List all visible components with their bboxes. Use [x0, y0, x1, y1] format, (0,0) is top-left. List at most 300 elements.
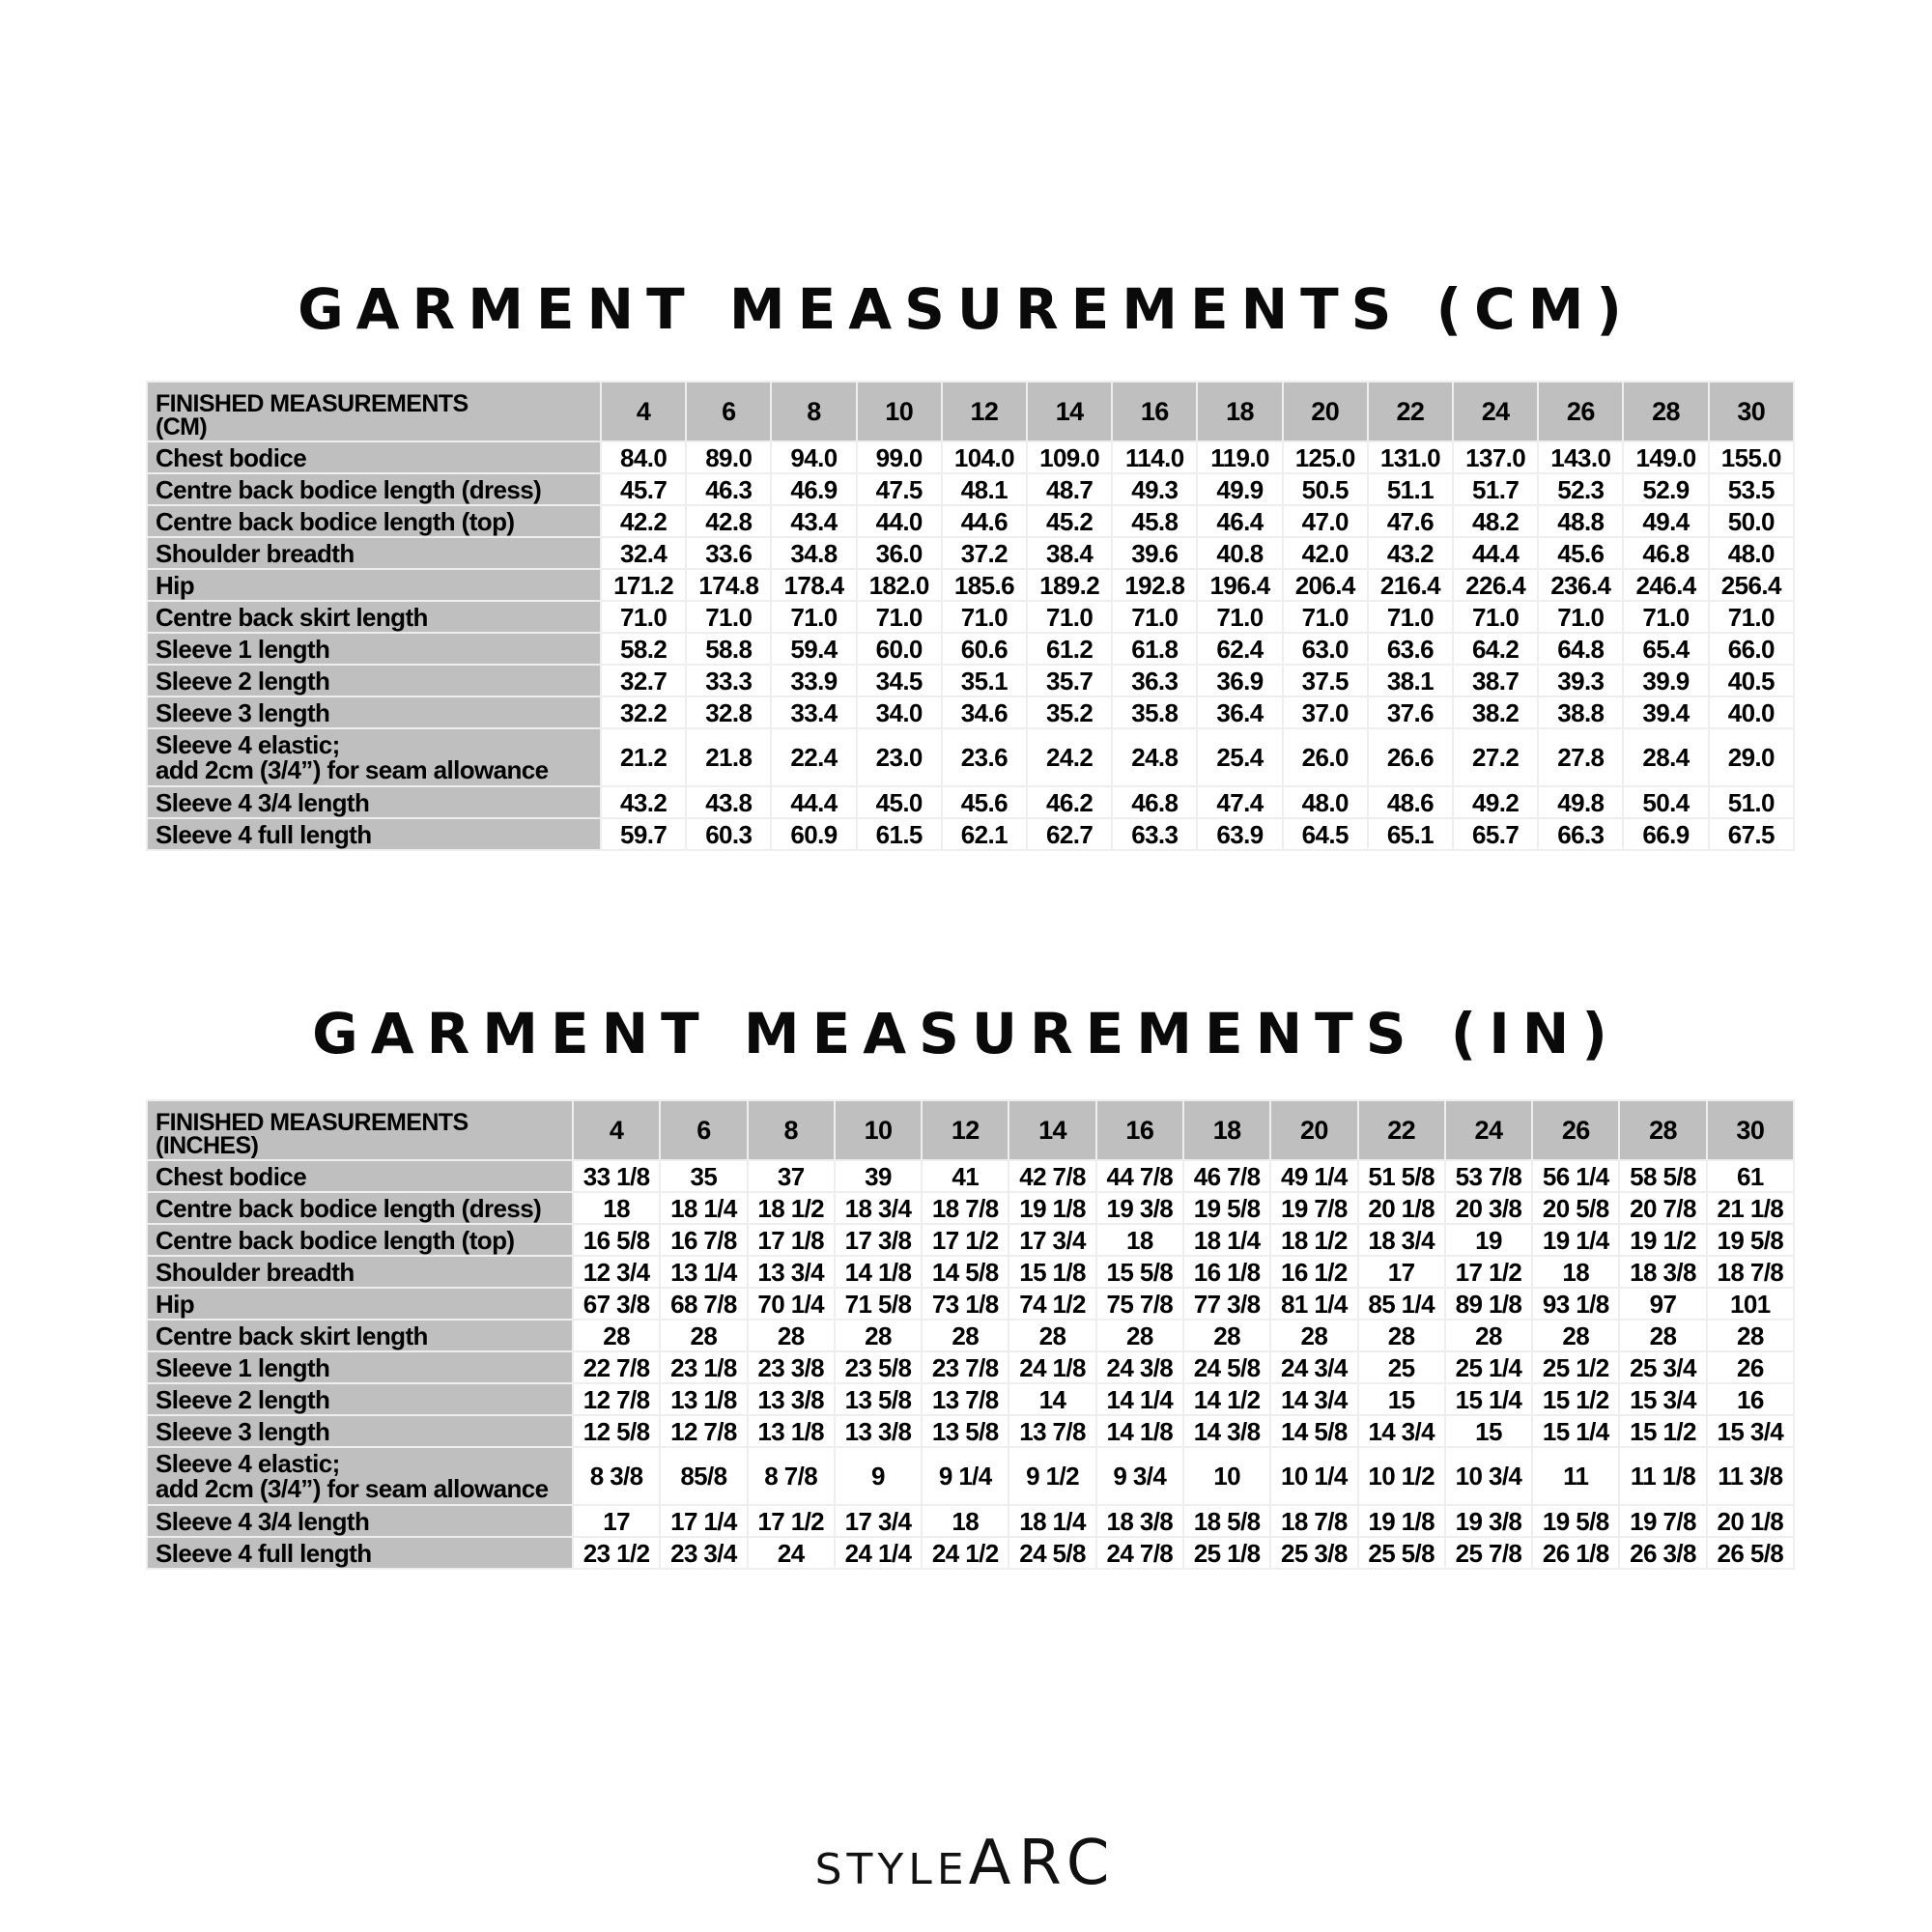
measurement-cell: 62.7 — [1027, 818, 1112, 850]
size-header: 10 — [857, 382, 942, 441]
row-label — [147, 1224, 573, 1256]
measurement-cell: 21.8 — [686, 728, 771, 786]
row-label — [147, 1383, 573, 1415]
measurement-cell: 24.8 — [1112, 728, 1197, 786]
measurement-cell: 28 — [748, 1320, 835, 1351]
measurement-cell: 14 1/4 — [1096, 1383, 1183, 1415]
size-header: 10 — [835, 1100, 922, 1160]
measurement-cell: 71.0 — [1623, 601, 1708, 633]
measurement-cell: 137.0 — [1453, 441, 1538, 473]
measurement-cell: 44.4 — [771, 786, 856, 818]
size-header: 24 — [1445, 1100, 1532, 1160]
measurement-cell: 49.3 — [1112, 473, 1197, 505]
measurement-cell: 45.6 — [1538, 537, 1623, 569]
size-header: 22 — [1358, 1100, 1445, 1160]
measurement-cell: 48.2 — [1453, 505, 1538, 537]
measurement-cell: 38.8 — [1538, 696, 1623, 728]
measurement-cell: 25.4 — [1197, 728, 1282, 786]
measurement-cell: 43.2 — [1368, 537, 1453, 569]
measurement-cell: 48.7 — [1027, 473, 1112, 505]
measurement-cell: 97 — [1619, 1288, 1706, 1320]
table-row — [147, 1383, 1794, 1415]
measurement-cell: 246.4 — [1623, 569, 1708, 601]
measurement-cell: 49 1/4 — [1270, 1160, 1357, 1192]
measurement-cell: 28 — [1707, 1320, 1794, 1351]
measurement-cell: 18 — [573, 1192, 660, 1224]
measurement-cell: 23 5/8 — [835, 1351, 922, 1383]
measurement-cell: 25 1/4 — [1445, 1351, 1532, 1383]
measurement-cell: 38.2 — [1453, 696, 1538, 728]
measurement-cell: 35.7 — [1027, 665, 1112, 696]
measurement-cell: 131.0 — [1368, 441, 1453, 473]
measurement-cell: 74 1/2 — [1009, 1288, 1095, 1320]
measurement-cell: 22.4 — [771, 728, 856, 786]
size-header: 18 — [1197, 382, 1282, 441]
measurement-cell: 17 3/4 — [1009, 1224, 1095, 1256]
measurement-cell: 17 — [1358, 1256, 1445, 1288]
size-header: 26 — [1538, 382, 1623, 441]
measurement-cell: 26 3/8 — [1619, 1537, 1706, 1569]
measurement-cell: 42.8 — [686, 505, 771, 537]
measurement-cell: 28.4 — [1623, 728, 1708, 786]
measurement-cell: 18 1/2 — [1270, 1224, 1357, 1256]
measurement-cell: 43.8 — [686, 786, 771, 818]
measurement-cell: 58.2 — [601, 633, 686, 665]
row-label-text: Sleeve 4 full length — [156, 1538, 372, 1568]
measurement-cell: 8 3/8 — [573, 1447, 660, 1505]
measurement-cell: 14 3/4 — [1270, 1383, 1357, 1415]
measurement-cell: 71.0 — [1027, 601, 1112, 633]
measurement-cell: 17 3/8 — [835, 1224, 922, 1256]
row-label-text: Shoulder breadth — [156, 538, 355, 568]
measurement-cell: 48.0 — [1283, 786, 1368, 818]
measurement-cell: 10 1/4 — [1270, 1447, 1357, 1505]
size-header: 30 — [1707, 1100, 1794, 1160]
row-label-text: Chest bodice — [156, 1161, 307, 1191]
measurement-cell: 65.1 — [1368, 818, 1453, 850]
row-label-text: Sleeve 4 elastic; — [156, 730, 340, 759]
measurement-cell: 182.0 — [857, 569, 942, 601]
size-header: 26 — [1532, 1100, 1619, 1160]
measurement-cell: 61 — [1707, 1160, 1794, 1192]
row-label-text: Sleeve 2 length — [156, 666, 330, 696]
measurement-cell: 28 — [573, 1320, 660, 1351]
measurement-cell: 50.4 — [1623, 786, 1708, 818]
row-label-text: Centre back bodice length (top) — [156, 1225, 515, 1255]
measurement-cell: 66.3 — [1538, 818, 1623, 850]
measurement-cell: 19 — [1445, 1224, 1532, 1256]
row-label — [147, 473, 601, 505]
measurement-cell: 174.8 — [686, 569, 771, 601]
logo-style: STYLE — [814, 1845, 969, 1894]
measurement-cell: 13 5/8 — [835, 1383, 922, 1415]
measurement-cell: 17 3/4 — [835, 1505, 922, 1537]
table-row — [147, 786, 1794, 818]
measurement-cell: 10 1/2 — [1358, 1447, 1445, 1505]
measurement-cell: 109.0 — [1027, 441, 1112, 473]
measurement-cell: 47.5 — [857, 473, 942, 505]
measurement-cell: 40.0 — [1709, 696, 1794, 728]
size-header: 8 — [771, 382, 856, 441]
measurement-cell: 13 3/8 — [748, 1383, 835, 1415]
measurement-cell: 24.2 — [1027, 728, 1112, 786]
measurement-cell: 71.0 — [1197, 601, 1282, 633]
measurement-cell: 75 7/8 — [1096, 1288, 1183, 1320]
measurement-cell: 48.0 — [1709, 537, 1794, 569]
measurement-cell: 101 — [1707, 1288, 1794, 1320]
row-label-text: Sleeve 4 3/4 length — [156, 1506, 370, 1536]
measurement-cell: 171.2 — [601, 569, 686, 601]
row-label-note: add 2cm (3/4”) for seam allowance — [156, 755, 549, 784]
measurement-cell: 119.0 — [1197, 441, 1282, 473]
row-label — [147, 1447, 573, 1505]
measurement-cell: 89.0 — [686, 441, 771, 473]
measurement-cell: 23.0 — [857, 728, 942, 786]
table-row — [147, 1256, 1794, 1288]
measurement-cell: 71.0 — [1453, 601, 1538, 633]
measurement-cell: 46.4 — [1197, 505, 1282, 537]
row-label — [147, 537, 601, 569]
measurement-cell: 26.0 — [1283, 728, 1368, 786]
measurement-cell: 46.8 — [1623, 537, 1708, 569]
row-label-text: Chest bodice — [156, 442, 307, 472]
header-label-line1: FINISHED MEASUREMENTS — [156, 1109, 469, 1136]
measurement-cell: 41 — [922, 1160, 1009, 1192]
measurement-cell: 44.4 — [1453, 537, 1538, 569]
measurement-cell: 25 7/8 — [1445, 1537, 1532, 1569]
measurement-cell: 13 1/8 — [748, 1415, 835, 1447]
measurement-cell: 33.3 — [686, 665, 771, 696]
table-row — [147, 441, 1794, 473]
row-label — [147, 786, 601, 818]
table-row — [147, 728, 1794, 786]
measurement-cell: 16 — [1707, 1383, 1794, 1415]
row-label — [147, 1537, 573, 1569]
measurement-cell: 85 1/4 — [1358, 1288, 1445, 1320]
measurement-cell: 16 1/2 — [1270, 1256, 1357, 1288]
measurement-cell: 61.8 — [1112, 633, 1197, 665]
title-in: GARMENT MEASUREMENTS (IN) — [312, 1001, 1620, 1066]
table-row — [147, 1447, 1794, 1505]
measurement-cell: 71.0 — [1368, 601, 1453, 633]
size-header: 14 — [1009, 1100, 1095, 1160]
measurement-cell: 32.4 — [601, 537, 686, 569]
measurement-cell: 71.0 — [1709, 601, 1794, 633]
measurement-cell: 44.6 — [942, 505, 1027, 537]
measurement-cell: 16 1/8 — [1183, 1256, 1270, 1288]
measurement-cell: 34.6 — [942, 696, 1027, 728]
measurement-cell: 155.0 — [1709, 441, 1794, 473]
measurement-cell: 15 1/8 — [1009, 1256, 1095, 1288]
table-row — [147, 601, 1794, 633]
measurement-cell: 34.0 — [857, 696, 942, 728]
size-header: 20 — [1283, 382, 1368, 441]
measurement-cell: 39.3 — [1538, 665, 1623, 696]
measurement-cell: 36.3 — [1112, 665, 1197, 696]
measurement-cell: 17 1/4 — [660, 1505, 747, 1537]
measurement-cell: 28 — [1270, 1320, 1357, 1351]
measurement-cell: 236.4 — [1538, 569, 1623, 601]
measurement-cell: 68 7/8 — [660, 1288, 747, 1320]
row-label — [147, 1192, 573, 1224]
measurement-cell: 8 7/8 — [748, 1447, 835, 1505]
measurement-cell: 9 3/4 — [1096, 1447, 1183, 1505]
measurement-cell: 14 1/2 — [1183, 1383, 1270, 1415]
row-label-text: Sleeve 3 length — [156, 697, 330, 727]
row-label — [147, 1505, 573, 1537]
measurement-cell: 18 7/8 — [1270, 1505, 1357, 1537]
row-label-note: add 2cm (3/4”) for seam allowance — [156, 1474, 549, 1503]
measurement-cell: 37 — [748, 1160, 835, 1192]
row-label — [147, 505, 601, 537]
measurement-cell: 13 3/4 — [748, 1256, 835, 1288]
measurement-cell: 9 1/4 — [922, 1447, 1009, 1505]
measurement-cell: 99.0 — [857, 441, 942, 473]
measurement-cell: 70 1/4 — [748, 1288, 835, 1320]
measurement-cell: 13 1/4 — [660, 1256, 747, 1288]
measurement-cell: 94.0 — [771, 441, 856, 473]
measurement-cell: 61.5 — [857, 818, 942, 850]
measurement-cell: 216.4 — [1368, 569, 1453, 601]
measurement-cell: 46.3 — [686, 473, 771, 505]
measurement-cell: 33.4 — [771, 696, 856, 728]
measurement-cell: 10 — [1183, 1447, 1270, 1505]
measurement-cell: 13 7/8 — [922, 1383, 1009, 1415]
measurement-cell: 26 1/8 — [1532, 1537, 1619, 1569]
measurement-cell: 24 1/2 — [922, 1537, 1009, 1569]
measurement-cell: 48.1 — [942, 473, 1027, 505]
measurement-cell: 67.5 — [1709, 818, 1794, 850]
measurement-cell: 59.7 — [601, 818, 686, 850]
measurement-cell: 18 — [922, 1505, 1009, 1537]
measurement-cell: 13 5/8 — [922, 1415, 1009, 1447]
measurement-cell: 185.6 — [942, 569, 1027, 601]
measurement-cell: 18 — [1532, 1256, 1619, 1288]
measurement-cell: 46.9 — [771, 473, 856, 505]
measurement-cell: 89 1/8 — [1445, 1288, 1532, 1320]
measurement-cell: 39 — [835, 1160, 922, 1192]
measurement-cell: 47.6 — [1368, 505, 1453, 537]
header-label-line1: FINISHED MEASUREMENTS — [156, 390, 469, 417]
measurement-cell: 196.4 — [1197, 569, 1282, 601]
size-header: 30 — [1709, 382, 1794, 441]
measurement-cell: 25 5/8 — [1358, 1537, 1445, 1569]
measurement-cell: 178.4 — [771, 569, 856, 601]
measurement-cell: 206.4 — [1283, 569, 1368, 601]
measurement-cell: 39.9 — [1623, 665, 1708, 696]
measurement-cell: 24 5/8 — [1009, 1537, 1095, 1569]
measurement-cell: 52.3 — [1538, 473, 1623, 505]
measurement-cell: 56 1/4 — [1532, 1160, 1619, 1192]
measurement-cell: 9 — [835, 1447, 922, 1505]
measurement-cell: 32.8 — [686, 696, 771, 728]
measurement-cell: 17 1/2 — [1445, 1256, 1532, 1288]
measurement-cell: 44 7/8 — [1096, 1160, 1183, 1192]
measurement-cell: 13 1/8 — [660, 1383, 747, 1415]
measurement-cell: 37.6 — [1368, 696, 1453, 728]
table-row — [147, 473, 1794, 505]
measurement-cell: 143.0 — [1538, 441, 1623, 473]
row-label — [147, 696, 601, 728]
measurement-cell: 42 7/8 — [1009, 1160, 1095, 1192]
measurement-cell: 15 1/2 — [1619, 1415, 1706, 1447]
row-label-text: Sleeve 1 length — [156, 1352, 330, 1382]
measurement-cell: 24 3/8 — [1096, 1351, 1183, 1383]
measurement-cell: 39.6 — [1112, 537, 1197, 569]
measurement-cell: 28 — [1445, 1320, 1532, 1351]
style-arc-logo — [0, 1828, 1932, 1899]
measurement-cell: 11 3/8 — [1707, 1447, 1794, 1505]
measurement-cell: 18 7/8 — [1707, 1256, 1794, 1288]
measurement-cell: 61.2 — [1027, 633, 1112, 665]
header-label-line2: (INCHES) — [156, 1132, 259, 1159]
measurement-cell: 256.4 — [1709, 569, 1794, 601]
measurement-cell: 77 3/8 — [1183, 1288, 1270, 1320]
measurement-cell: 65.7 — [1453, 818, 1538, 850]
measurement-cell: 49.8 — [1538, 786, 1623, 818]
row-label-text: Centre back skirt length — [156, 602, 428, 632]
measurement-cell: 16 7/8 — [660, 1224, 747, 1256]
measurement-cell: 14 3/8 — [1183, 1415, 1270, 1447]
measurement-cell: 64.5 — [1283, 818, 1368, 850]
row-label — [147, 601, 601, 633]
measurement-cell: 48.6 — [1368, 786, 1453, 818]
size-header: 8 — [748, 1100, 835, 1160]
row-label-text: Sleeve 3 length — [156, 1416, 330, 1446]
measurement-cell: 27.8 — [1538, 728, 1623, 786]
measurement-cell: 38.4 — [1027, 537, 1112, 569]
measurement-cell: 18 1/4 — [660, 1192, 747, 1224]
row-label-text: Centre back bodice length (dress) — [156, 1193, 542, 1223]
measurement-cell: 149.0 — [1623, 441, 1708, 473]
measurement-cell: 51.7 — [1453, 473, 1538, 505]
measurement-cell: 19 1/8 — [1009, 1192, 1095, 1224]
measurement-cell: 18 1/4 — [1183, 1224, 1270, 1256]
table-row — [147, 818, 1794, 850]
measurement-cell: 63.6 — [1368, 633, 1453, 665]
measurement-cell: 18 — [1096, 1224, 1183, 1256]
measurement-cell: 20 1/8 — [1707, 1505, 1794, 1537]
measurement-cell: 73 1/8 — [922, 1288, 1009, 1320]
measurement-cell: 36.9 — [1197, 665, 1282, 696]
size-header: 6 — [660, 1100, 747, 1160]
measurement-cell: 13 7/8 — [1009, 1415, 1095, 1447]
header-label — [147, 1100, 573, 1160]
measurement-cell: 23 7/8 — [922, 1351, 1009, 1383]
size-header: 16 — [1096, 1100, 1183, 1160]
table-row — [147, 1288, 1794, 1320]
measurement-cell: 18 3/8 — [1619, 1256, 1706, 1288]
measurement-cell: 63.3 — [1112, 818, 1197, 850]
measurement-cell: 60.0 — [857, 633, 942, 665]
measurement-cell: 19 3/8 — [1445, 1505, 1532, 1537]
table-row — [147, 505, 1794, 537]
measurement-cell: 48.8 — [1538, 505, 1623, 537]
measurement-cell: 35.2 — [1027, 696, 1112, 728]
measurement-cell: 114.0 — [1112, 441, 1197, 473]
measurement-cell: 14 — [1009, 1383, 1095, 1415]
measurement-cell: 43.2 — [601, 786, 686, 818]
table-row — [147, 696, 1794, 728]
measurement-cell: 192.8 — [1112, 569, 1197, 601]
table-row — [147, 665, 1794, 696]
measurement-cell: 32.2 — [601, 696, 686, 728]
measurement-cell: 28 — [1532, 1320, 1619, 1351]
measurement-cell: 24 5/8 — [1183, 1351, 1270, 1383]
measurement-cell: 35.1 — [942, 665, 1027, 696]
measurement-cell: 40.5 — [1709, 665, 1794, 696]
measurement-cell: 12 7/8 — [573, 1383, 660, 1415]
table-row — [147, 1505, 1794, 1537]
row-label-text: Hip — [156, 1289, 195, 1319]
measurement-cell: 47.4 — [1197, 786, 1282, 818]
measurement-cell: 81 1/4 — [1270, 1288, 1357, 1320]
measurement-cell: 18 3/4 — [1358, 1224, 1445, 1256]
row-label-text: Sleeve 2 length — [156, 1384, 330, 1414]
measurement-cell: 24 7/8 — [1096, 1537, 1183, 1569]
row-label — [147, 441, 601, 473]
measurement-cell: 14 5/8 — [1270, 1415, 1357, 1447]
measurement-cell: 23 3/8 — [748, 1351, 835, 1383]
measurement-cell: 15 — [1445, 1415, 1532, 1447]
measurement-cell: 25 — [1358, 1351, 1445, 1383]
measurement-cell: 34.5 — [857, 665, 942, 696]
measurement-cell: 189.2 — [1027, 569, 1112, 601]
measurement-cell: 65.4 — [1623, 633, 1708, 665]
measurement-cell: 17 1/2 — [922, 1224, 1009, 1256]
measurement-cell: 20 3/8 — [1445, 1192, 1532, 1224]
measurement-cell: 33 1/8 — [573, 1160, 660, 1192]
size-header: 18 — [1183, 1100, 1270, 1160]
measurement-cell: 40.8 — [1197, 537, 1282, 569]
measurement-cell: 104.0 — [942, 441, 1027, 473]
row-label — [147, 1256, 573, 1288]
measurement-cell: 37.0 — [1283, 696, 1368, 728]
row-label — [147, 1415, 573, 1447]
measurement-cell: 58.8 — [686, 633, 771, 665]
row-label-text: Sleeve 1 length — [156, 634, 330, 664]
size-header: 12 — [942, 382, 1027, 441]
measurement-cell: 38.7 — [1453, 665, 1538, 696]
measurement-cell: 28 — [922, 1320, 1009, 1351]
size-header: 14 — [1027, 382, 1112, 441]
measurement-cell: 23.6 — [942, 728, 1027, 786]
table-row — [147, 1192, 1794, 1224]
measurement-cell: 71.0 — [1283, 601, 1368, 633]
table-row — [147, 633, 1794, 665]
measurement-cell: 58 5/8 — [1619, 1160, 1706, 1192]
measurement-cell: 18 1/2 — [748, 1192, 835, 1224]
measurement-cell: 36.0 — [857, 537, 942, 569]
measurement-cell: 20 5/8 — [1532, 1192, 1619, 1224]
measurement-cell: 12 3/4 — [573, 1256, 660, 1288]
measurement-cell: 71.0 — [601, 601, 686, 633]
measurement-cell: 26 — [1707, 1351, 1794, 1383]
measurement-cell: 19 5/8 — [1707, 1224, 1794, 1256]
table-row — [147, 1415, 1794, 1447]
measurement-cell: 71.0 — [942, 601, 1027, 633]
row-label — [147, 1160, 573, 1192]
measurement-cell: 17 — [573, 1505, 660, 1537]
measurement-cell: 46.2 — [1027, 786, 1112, 818]
measurement-cell: 14 3/4 — [1358, 1415, 1445, 1447]
measurement-cell: 37.2 — [942, 537, 1027, 569]
row-label — [147, 633, 601, 665]
measurement-cell: 18 1/4 — [1009, 1505, 1095, 1537]
measurement-cell: 64.8 — [1538, 633, 1623, 665]
measurement-table-in — [146, 1099, 1795, 1570]
size-header: 20 — [1270, 1100, 1357, 1160]
